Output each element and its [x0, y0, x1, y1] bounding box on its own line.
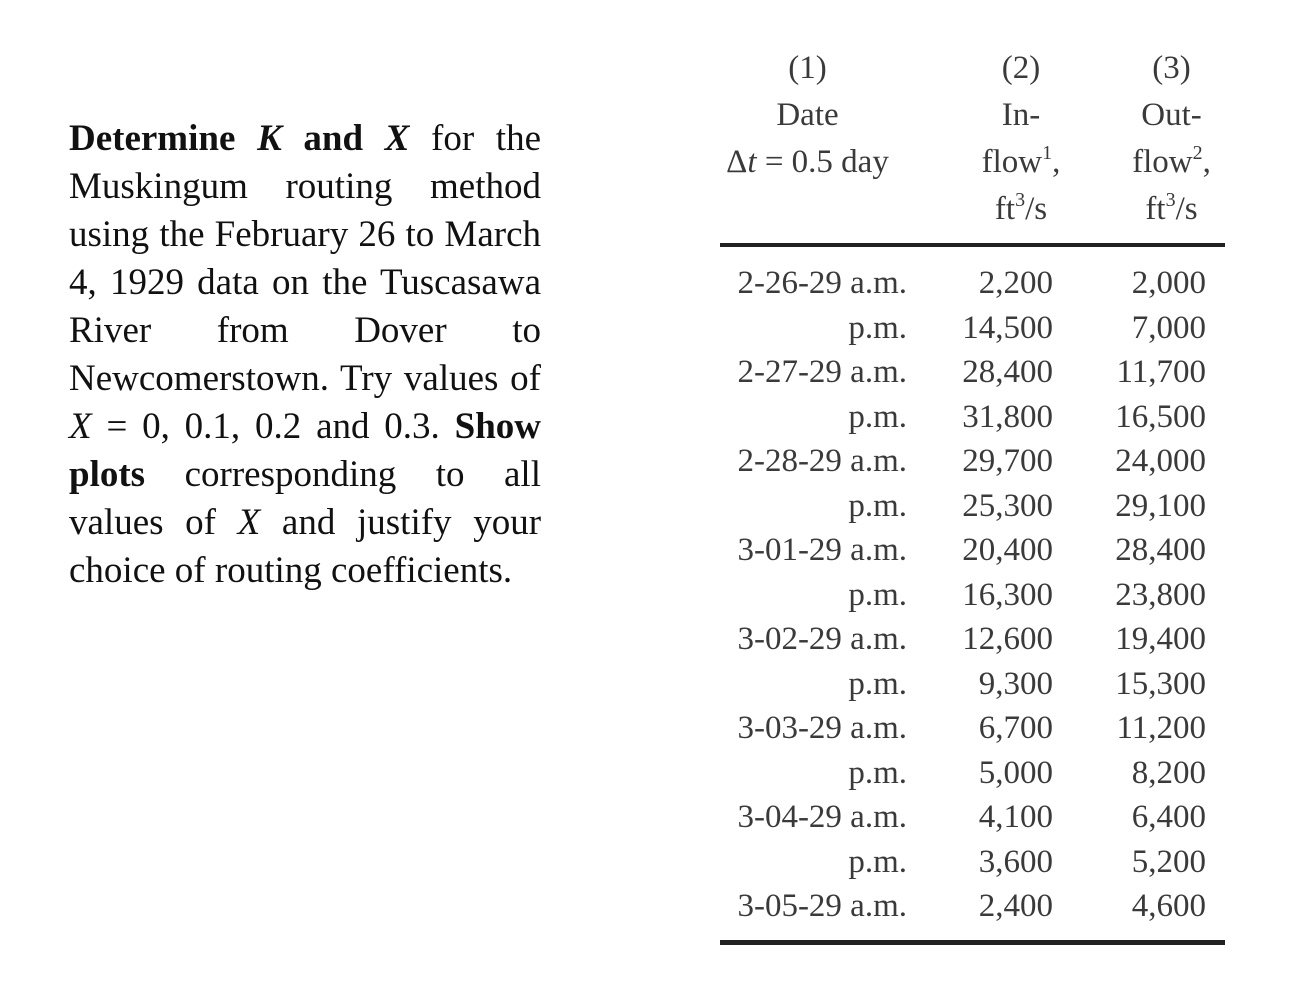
header-outflow-number: (3) [1152, 50, 1191, 86]
cell-outflow: 2,000 [1131, 265, 1206, 301]
cell-inflow: 31,800 [962, 398, 1053, 435]
table-row [720, 840, 1225, 885]
cell-outflow: 29,100 [1115, 487, 1206, 524]
header-outflow-unit: $ft^3/s$ [1145, 189, 1198, 227]
table-row [720, 795, 1225, 840]
cell-inflow: 2,200 [978, 265, 1053, 301]
cell-outflow: 15,300 [1115, 665, 1206, 702]
cell-inflow: 4,100 [978, 799, 1053, 835]
cell-date: 2-28-29 a.m. [737, 443, 907, 479]
header-outflow [1120, 45, 1223, 233]
cell-outflow: 23,800 [1115, 576, 1206, 613]
table-row [720, 395, 1225, 440]
cell-date: 3-02-29 a.m. [737, 621, 907, 657]
header-inflow [970, 45, 1072, 233]
cell-date: 3-03-29 a.m. [737, 710, 907, 746]
table-row [720, 439, 1225, 484]
cell-date: 3-01-29 a.m. [737, 532, 907, 568]
cell-inflow: 29,700 [962, 443, 1053, 479]
problem-text-1: for the Muskingum routing method using the February 26 to March 4, 1929 data on the Tuscasawa River from Dover to Newcomerstown. Try values of [69, 118, 541, 399]
cell-date: p.m. [848, 576, 907, 613]
table-row [720, 662, 1225, 707]
cell-date: 3-04-29 a.m. [737, 799, 907, 835]
cell-date: p.m. [848, 754, 907, 791]
table-row [720, 751, 1225, 796]
table-header [720, 45, 1225, 245]
cell-date: p.m. [848, 843, 907, 880]
problem-text-4: and justify your choice of routing coefficients. [69, 502, 542, 591]
table-row [720, 884, 1225, 929]
table-row [720, 573, 1225, 618]
header-date [720, 45, 895, 186]
cell-outflow: 24,000 [1115, 443, 1206, 479]
table-row [720, 306, 1225, 351]
cell-outflow: 5,200 [1131, 843, 1206, 880]
bottom-rule [720, 940, 1225, 945]
table-row [720, 484, 1225, 529]
cell-inflow: 5,000 [978, 754, 1053, 791]
cell-outflow: 7,000 [1131, 309, 1206, 346]
table-body [720, 261, 1225, 929]
cell-inflow: 20,400 [962, 532, 1053, 568]
cell-inflow: 12,600 [962, 621, 1053, 657]
cell-outflow: 19,400 [1115, 621, 1206, 657]
var-k: K [257, 118, 282, 159]
cell-inflow: 14,500 [962, 309, 1053, 346]
cell-inflow: 16,300 [962, 576, 1053, 613]
cell-inflow: 9,300 [978, 665, 1053, 702]
problem-and: and [303, 118, 364, 159]
header-inflow-line1: In- [1001, 97, 1041, 133]
header-outflow-line1: Out- [1141, 97, 1202, 133]
cell-date: p.m. [848, 398, 907, 435]
var-x-2: X [69, 406, 92, 447]
var-x: X [384, 118, 410, 159]
cell-date: 3-05-29 a.m. [737, 888, 907, 924]
header-inflow-line2: flow$^1$, [981, 142, 1061, 180]
problem-lead: Determine [69, 118, 236, 159]
cell-outflow: 11,700 [1116, 354, 1206, 390]
problem-text-3: corresponding to all values of [69, 454, 541, 543]
table-row [720, 261, 1225, 306]
cell-inflow: 2,400 [978, 888, 1053, 924]
table-row [720, 617, 1225, 662]
table-row [720, 528, 1225, 573]
header-date-number: (1) [788, 50, 827, 86]
table-row [720, 706, 1225, 751]
cell-date: 2-26-29 a.m. [737, 265, 907, 301]
problem-text-2: = 0, 0.1, 0.2 and 0.3. [106, 406, 440, 447]
cell-date: 2-27-29 a.m. [737, 354, 907, 390]
cell-date: p.m. [848, 309, 907, 346]
header-rule [720, 243, 1225, 247]
table-row [720, 350, 1225, 395]
problem-statement [69, 115, 541, 595]
header-date-label: Date [776, 97, 839, 133]
footnote-2-marker: 2 [1192, 142, 1203, 164]
cell-outflow: 16,500 [1115, 398, 1206, 435]
cell-outflow: 6,400 [1131, 799, 1206, 835]
cell-date: p.m. [848, 665, 907, 702]
cell-inflow: 25,300 [962, 487, 1053, 524]
cell-outflow: 4,600 [1131, 888, 1206, 924]
cell-date: p.m. [848, 487, 907, 524]
header-date-interval: Δt = 0.5 day [726, 144, 889, 180]
cell-outflow: 8,200 [1131, 754, 1206, 791]
cell-inflow: 28,400 [962, 354, 1053, 390]
footnote-1-marker: 1 [1042, 142, 1053, 164]
cell-outflow: 28,400 [1115, 532, 1206, 568]
cell-inflow: 3,600 [978, 843, 1053, 880]
header-outflow-line2: flow$^2$, [1132, 142, 1211, 180]
problem-show-plots: Show plots [69, 406, 542, 495]
header-inflow-unit: $ft^3/s$ [994, 189, 1048, 227]
cell-inflow: 6,700 [978, 710, 1053, 746]
cell-outflow: 11,200 [1116, 710, 1206, 746]
header-inflow-number: (2) [1001, 50, 1041, 86]
var-x-3: X [237, 502, 261, 543]
